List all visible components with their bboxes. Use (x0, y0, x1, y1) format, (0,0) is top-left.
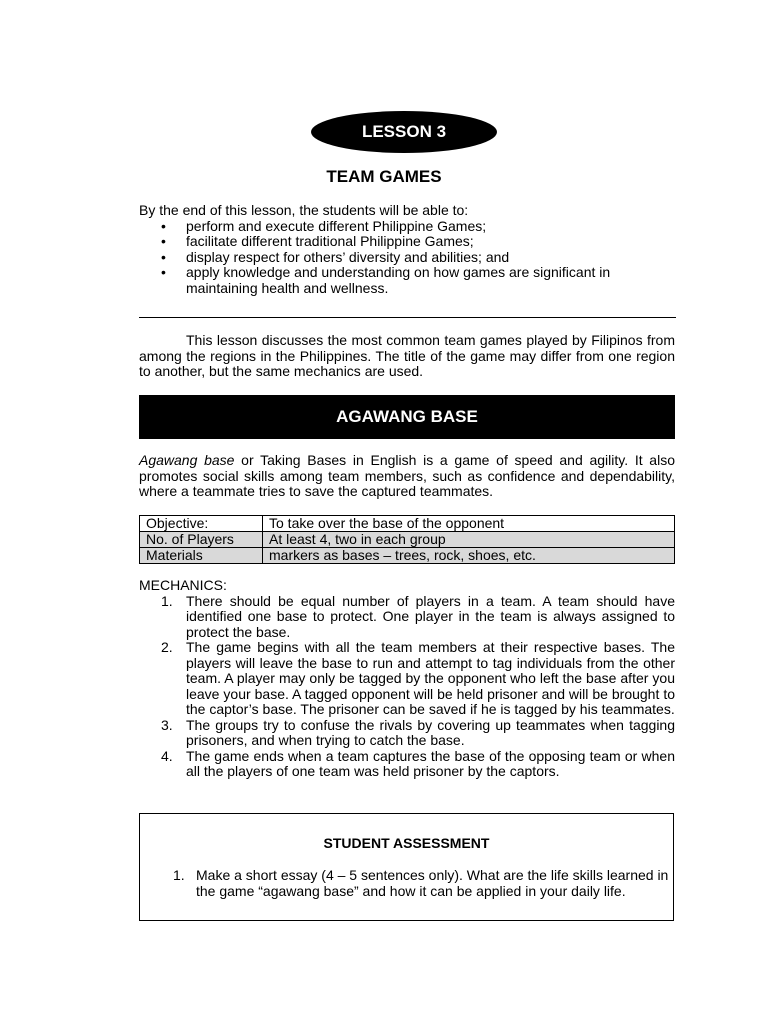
lesson-label-badge (311, 111, 497, 153)
bullet-icon: • (161, 248, 166, 265)
list-item: • perform and execute different Philippine Games; (161, 217, 487, 234)
list-item: • display respect for others’ diversity and abilities; and (161, 248, 510, 265)
table-cell-value: To take over the base of the opponent (263, 516, 675, 532)
table-row (140, 548, 675, 564)
bullet-icon: • (161, 264, 166, 280)
section-divider (139, 317, 676, 318)
list-item: • facilitate different traditional Philippine Games; (161, 233, 474, 249)
table-row (140, 532, 675, 548)
game-description-text: or Taking Bases in English is a game of speed and agility. It also promotes social skills among team members, such as confidence and dependability, where a teammate tries to save the captured teammates. (139, 452, 675, 499)
game-description (139, 453, 675, 500)
list-item: 4. The game ends when a team captures the base of the opposing team or when all the players of one team was held prisoner by the captors. (161, 747, 675, 779)
assessment-title: STUDENT ASSESSMENT (323, 835, 490, 851)
table-row (140, 516, 675, 532)
game-info-table (139, 515, 675, 564)
list-item: 2. The game begins with all the team members at their respective bases. The players will leave the base to run and attempt to tag individuals from the other team. A player may only be tagged by the opponent who left the base after you leave your base. A tagged opponent will be held prisoner and will be brought to the captor’s base. The prisoner can be saved if he is tagged by his teammates. (161, 639, 675, 717)
table-cell-value: markers as bases – trees, rock, shoes, etc. (263, 548, 675, 564)
table-cell-key: Materials (140, 548, 263, 564)
objectives-section (139, 203, 679, 296)
list-item: 3. The groups try to confuse the rivals by covering up teammates when tagging prisoners, and when trying to catch the base. (161, 716, 675, 748)
intro-paragraph: This lesson discusses the most common team games played by Filipinos from among the regions in the Philippines. The title of the game may differ from one region to another, but the same mechanics are used. (139, 332, 675, 379)
game-banner-title: AGAWANG BASE (336, 407, 478, 427)
table-cell-value: At least 4, two in each group (263, 532, 675, 548)
list-item: • apply knowledge and understanding on how games are significant in maintaining health and wellness. (161, 264, 611, 296)
mechanics-list (139, 594, 675, 780)
bullet-icon: • (161, 233, 166, 249)
student-assessment-box (139, 813, 674, 921)
lesson-label: LESSON 3 (361, 122, 447, 142)
assessment-question: Make a short essay (4 – 5 sentences only). What are the life skills learned in the game “agawang base” and how it can be applied in your daily life. (196, 867, 669, 899)
objectives-intro: By the end of this lesson, the students will be able to: (139, 202, 469, 218)
table-cell-key: Objective: (140, 516, 263, 532)
objectives-list (139, 219, 679, 297)
mechanics-heading: MECHANICS: (139, 577, 227, 593)
mechanics-section (139, 578, 675, 780)
assessment-item: 1. Make a short essay (4 – 5 sentences only). What are the life skills learned in the game “agawang base” and how it can be applied in your daily life. (173, 867, 669, 899)
game-banner (139, 395, 675, 439)
table-cell-key: No. of Players (140, 532, 263, 548)
game-term: Agawang base (139, 452, 235, 468)
page-title: TEAM GAMES (326, 167, 442, 186)
intro-paragraph-block (139, 333, 675, 380)
list-item: 1. There should be equal number of players in a team. A team should have identified one base to protect. One player in the team is always assigned to protect the base. (161, 592, 675, 640)
bullet-icon: • (161, 217, 166, 234)
